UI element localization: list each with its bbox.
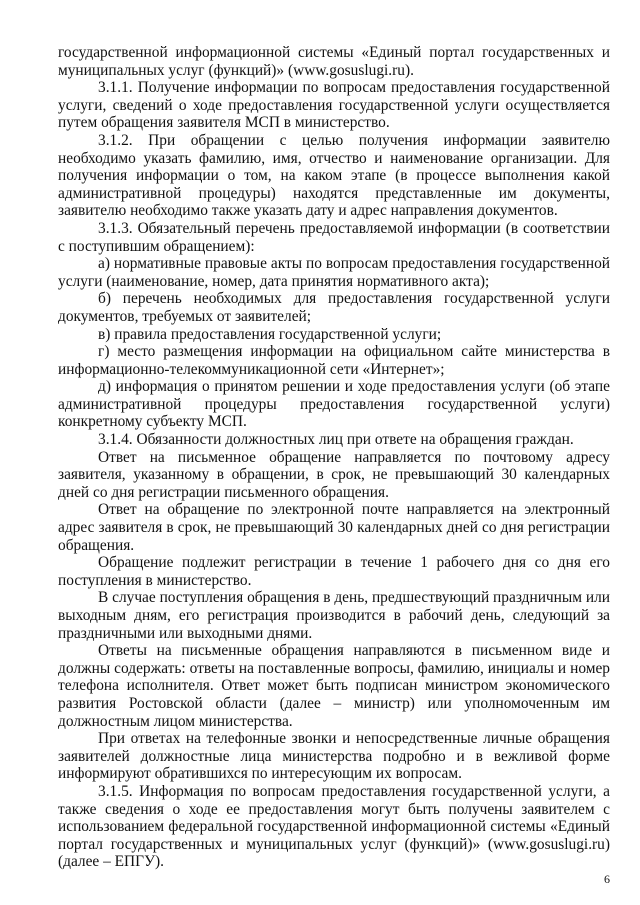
paragraph-3-1-2: 3.1.2. При обращении с целью получения информации заявителю необходимо указать фамилию, имя, отчество и наименование организации. Для получения информации о том, на каком этапе (в процессе выполнения какой административной процедуры) находятся представленные им документы, заявителю необходимо также указать дату и адрес направления документов. xyxy=(58,131,610,220)
document-page xyxy=(58,44,610,871)
paragraph-3-1-3: 3.1.3. Обязательный перечень предоставляемой информации (в соответствии с поступившим обращением): xyxy=(58,219,610,255)
paragraph-written-reply: Ответ на письменное обращение направляется по почтовому адресу заявителя, указанному в обращении, в срок, не превышающий 30 календарных дней со дня регистрации письменного обращения. xyxy=(58,448,610,501)
paragraph-holiday-registration: В случае поступления обращения в день, предшествующий праздничным или выходным дням, его регистрация производится в рабочий день, следующий за праздничными или выходными днями. xyxy=(58,589,610,642)
list-item-a: а) нормативные правовые акты по вопросам предоставления государственной услуги (наименование, номер, дата принятия нормативного акта); xyxy=(58,255,610,290)
paragraph-3-1-4: 3.1.4. Обязанности должностных лиц при ответе на обращения граждан. xyxy=(98,431,574,449)
paragraph-3-1-5: 3.1.5. Информация по вопросам предоставления государственной услуги, а также сведения о ходе ее предоставления могут быть получены заявителем с использованием федеральной государственной информационной системы «Единый портал государственных и муниципальных услуг (функций)» (www.gosuslugi.ru) (далее – ЕПГУ). xyxy=(58,782,610,871)
paragraph-registration: Обращение подлежит регистрации в течение 1 рабочего дня со дня его поступления в министерство. xyxy=(58,554,610,589)
list-item-v: в) правила предоставления государственной услуги; xyxy=(98,325,442,343)
list-item-g: г) место размещения информации на официальном сайте министерства в информационно-телекоммуникационной сети «Интернет»; xyxy=(58,343,610,378)
paragraph-3-1-1: 3.1.1. Получение информации по вопросам предоставления государственной услуги, сведений о ходе предоставления государственной услуги осуществляется путем обращения заявителя МСП в министерство. xyxy=(58,79,610,132)
paragraph-continuation: государственной информационной системы «Единый портал государственных и муниципальных услуг (функций)» (www.gosuslugi.ru). xyxy=(58,44,610,79)
paragraph-email-reply: Ответ на обращение по электронной почте направляется на электронный адрес заявителя в срок, не превышающий 30 календарных дней со дня регистрации обращения. xyxy=(58,501,610,554)
paragraph-reply-content: Ответы на письменные обращения направляются в письменном виде и должны содержать: ответы на поставленные вопросы, фамилию, инициалы и номер телефона исполнителя. Ответ может быть подписан министром экономического развития Ростовской области (далее – министр) или уполномоченным им должностным лицом министерства. xyxy=(58,642,610,730)
list-item-b: б) перечень необходимых для предоставления государственной услуги документов, требуемых от заявителей; xyxy=(58,290,610,325)
paragraph-phone-calls: При ответах на телефонные звонки и непосредственные личные обращения заявителей должностные лица министерства подробно и в вежливой форме информируют обратившихся по интересующим их вопросам. xyxy=(58,730,610,783)
list-item-d: д) информация о принятом решении и ходе предоставления услуги (об этапе административной процедуры предоставления государственной услуги) конкретному субъекту МСП. xyxy=(58,378,610,431)
page-number: 6 xyxy=(604,872,610,886)
